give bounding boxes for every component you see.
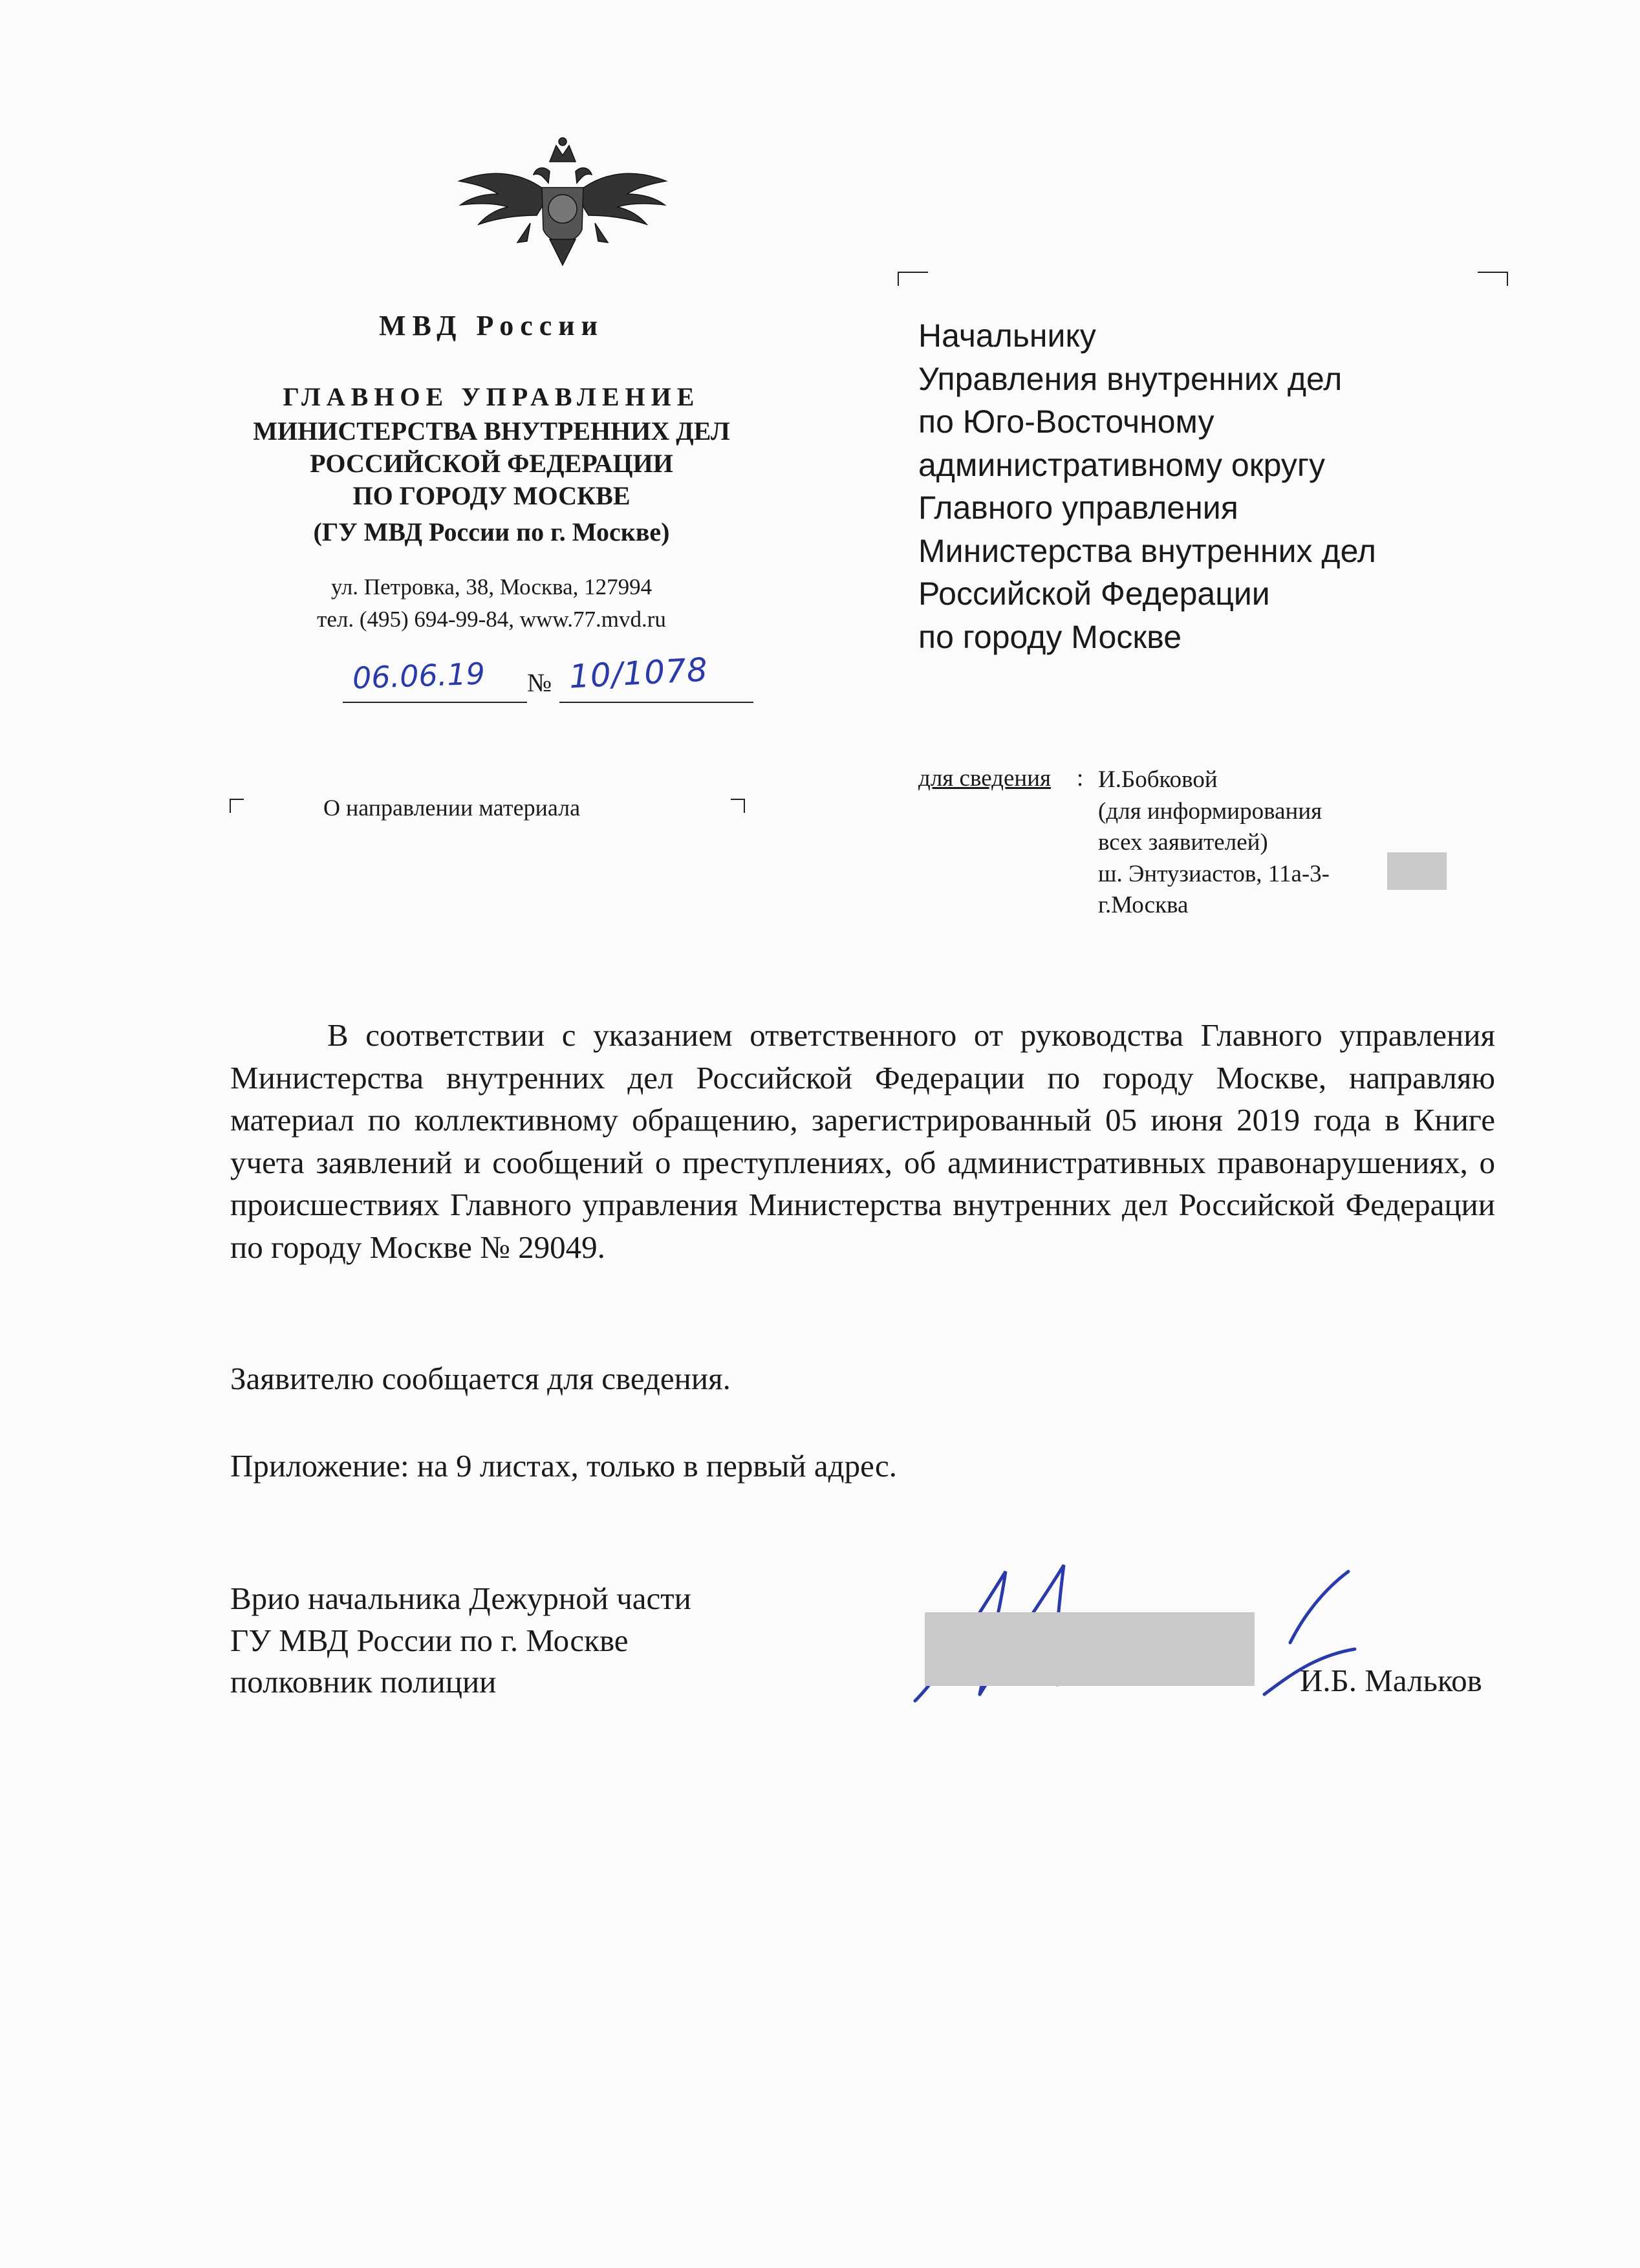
info-copy-label: для сведения: [918, 765, 1052, 792]
issuer-department-line-4: ПО ГОРОДУ МОСКВЕ: [352, 481, 631, 510]
subject-line: О направлении материала: [323, 795, 581, 821]
recipient-bracket-right: [1478, 272, 1508, 286]
recipient-bracket-left: [898, 272, 928, 286]
info-copy-line: всех заявителей): [1098, 829, 1268, 856]
issuer-address: ул. Петровка, 38, Москва, 127994: [330, 574, 653, 599]
issuer-contacts: тел. (495) 694-99-84, www.77.mvd.ru: [317, 607, 666, 632]
issuer-department-line-3: РОССИЙСКОЙ ФЕДЕРАЦИИ: [310, 449, 673, 478]
signatory-position: [230, 1578, 691, 1703]
info-copy-line: ш. Энтузиастов, 11а-3-: [1098, 860, 1330, 887]
recipient-line: Начальнику: [918, 318, 1096, 354]
signatory-position-line: Врио начальника Дежурной части: [230, 1581, 691, 1616]
double-headed-eagle-emblem-icon: [453, 133, 673, 272]
signatory-position-line: полковник полиции: [230, 1664, 497, 1700]
recipient-block: [918, 314, 1376, 658]
registration-number-sign: №: [527, 668, 552, 697]
notice-line: Заявителю сообщается для сведения.: [230, 1361, 731, 1396]
signatory-position-line: ГУ МВД России по г. Москве: [230, 1622, 629, 1658]
recipient-line: по городу Москве: [918, 618, 1182, 655]
issuer-ministry: МВД России: [378, 310, 604, 341]
issuer-department-line-2: МИНИСТЕРСТВА ВНУТРЕННИХ ДЕЛ: [253, 416, 730, 446]
registration-date: 06.06.19: [352, 656, 486, 696]
signatory-name: И.Б. Мальков: [1300, 1663, 1482, 1698]
signature-redaction: [925, 1612, 1255, 1686]
subject-bracket-right: [731, 799, 745, 813]
issuer-department-line-1: ГЛАВНОЕ УПРАВЛЕНИЕ: [283, 382, 700, 411]
info-copy-line: г.Москва: [1098, 892, 1189, 918]
registration-number-line: [559, 702, 753, 703]
recipient-line: Главного управления: [918, 490, 1238, 526]
address-redaction: [1387, 852, 1447, 890]
info-copy-colon: :: [1077, 765, 1084, 792]
attachment-line: Приложение: на 9 листах, только в первый адрес.: [230, 1448, 898, 1484]
recipient-line: Управления внутренних дел: [918, 360, 1343, 397]
recipient-line: по Юго-Восточному: [918, 404, 1214, 440]
info-copy-line: (для информирования: [1098, 797, 1322, 825]
recipient-line: Министерства внутренних дел: [918, 532, 1376, 569]
info-copy-line: И.Бобковой: [1098, 766, 1218, 793]
registration-date-line: [343, 702, 527, 703]
recipient-line: административному округу: [918, 446, 1326, 483]
info-copy-block: [1098, 764, 1330, 922]
issuer-department-line-5: (ГУ МВД России по г. Москве): [313, 517, 670, 546]
letter-body: [230, 1014, 1495, 1268]
recipient-line: Российской Федерации: [918, 576, 1270, 612]
subject-bracket-left: [230, 799, 244, 813]
registration-number: 10/1078: [568, 651, 709, 696]
body-paragraph: В соответствии с указанием ответственного от руководства Главного управления Министерства внутренних дел Российской Федерации по городу Москве, направляю материал по коллективному обращению, зарегистрированный 05 июня 2019 года в Книге учета заявлений и сообщений о преступлениях, об административных правонарушениях, о происшествиях Главного управления Министерства внутренних дел Российской Федерации по городу Москве № 29049.: [230, 1017, 1495, 1265]
